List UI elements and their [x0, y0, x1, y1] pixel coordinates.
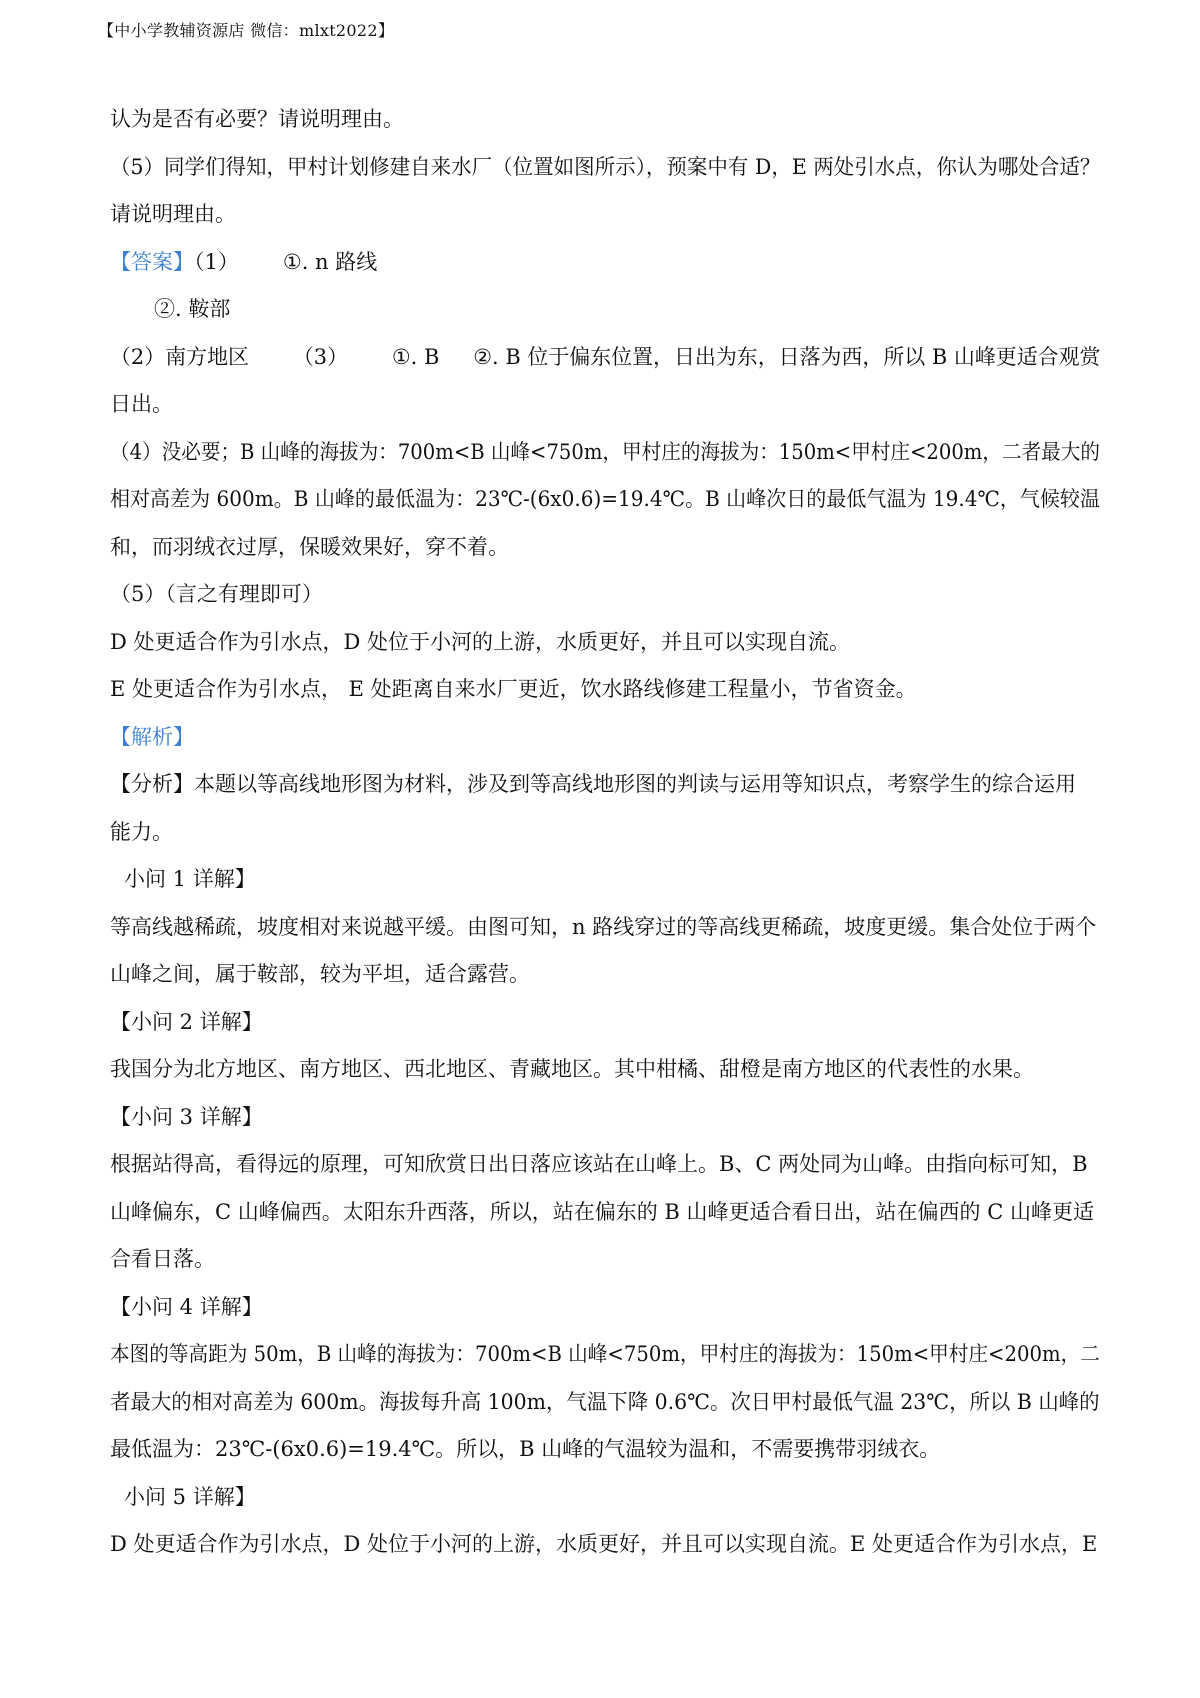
- answer-q3-b: ②. B 位于偏东位置，日出为东，日落为西，所以 B 山峰更适合观赏: [473, 344, 1101, 369]
- section-3-text: 根据站得高，看得远的原理，可知欣赏日出日落应该站在山峰上。B、C 两处同为山峰。由指向标可知，B: [110, 1152, 1088, 1176]
- answer-q4-line: （4）没必要；B 山峰的海拔为：700m<B 山峰<750m，甲村庄的海拔为：150m<甲村庄<200m，二者最大的: [110, 439, 1100, 464]
- section-3-text: 山峰偏东，C 山峰偏西。太阳东升西落，所以，站在偏东的 B 山峰更适合看日出，站在偏西的 C 山峰更适: [110, 1199, 1094, 1224]
- watermark-header: 【中小学教辅资源店 微信：mlxt2022】: [98, 21, 395, 40]
- section-4-text: 者最大的相对高差为 600m。海拔每升高 100m，气温下降 0.6℃。次日甲村最低气温 23℃，所以 B 山峰的: [110, 1389, 1100, 1414]
- section-4-text: 最低温为：23℃-(6x0.6)=19.4℃。所以，B 山峰的气温较为温和，不需要携带羽绒衣。: [110, 1437, 941, 1461]
- document-body: [110, 96, 1100, 1569]
- answer-q3-a: ①. B: [391, 344, 440, 369]
- answer-q1-number: （1）: [194, 249, 239, 274]
- section-1-title: 小问 1 详解】: [124, 867, 256, 891]
- section-1-text: 山峰之间，属于鞍部，较为平坦，适合露营。: [110, 962, 530, 986]
- answer-q3-number: （3）: [292, 344, 349, 369]
- answer-q5-head: （5）（言之有理即可）: [110, 582, 323, 606]
- section-5-text: D 处更适合作为引水点，D 处位于小河的上游，水质更好，并且可以实现自流。E 处更适合作为引水点，E: [110, 1532, 1098, 1556]
- section-2-title: 【小问 2 详解】: [110, 1009, 263, 1034]
- question-5-line: （5）同学们得知，甲村计划修建自来水厂（位置如图所示），预案中有 D，E 两处引水点，你认为哪处合适？: [110, 154, 1101, 179]
- answer-row-1: [110, 239, 1100, 287]
- answer-row-q2-q3: [110, 334, 1101, 382]
- section-3-title: 【小问 3 详解】: [110, 1104, 263, 1129]
- section-1-text: 等高线越稀疏，坡度相对来说越平缓。由图可知，n 路线穿过的等高线更稀疏，坡度更缓。集合处位于两个: [110, 914, 1097, 939]
- section-3-text: 合看日落。: [110, 1247, 215, 1271]
- answer-q4-line: 相对高差为 600m。B 山峰的最低温为：23℃-(6x0.6)=19.4℃。B 山峰次日的最低气温为 19.4℃，气候较温: [110, 487, 1100, 511]
- answer-q4-line: 和，而羽绒衣过厚，保暖效果好，穿不着。: [110, 534, 509, 559]
- answer-q3-b-continued: 日出。: [110, 392, 173, 416]
- section-2-text: 我国分为北方地区、南方地区、西北地区、青藏地区。其中柑橘、甜橙是南方地区的代表性的水果。: [110, 1057, 1034, 1081]
- analysis-label: 【解析】: [110, 724, 194, 749]
- question-5-line: 请说明理由。: [110, 202, 236, 226]
- answer-q5-option-e: E 处更适合作为引水点， E 处距离自来水厂更近，饮水路线修建工程量小，节省资金。: [110, 677, 917, 701]
- answer-q5-option-d: D 处更适合作为引水点，D 处位于小河的上游，水质更好，并且可以实现自流。: [110, 629, 851, 654]
- section-4-title: 【小问 4 详解】: [110, 1294, 263, 1319]
- answer-label: 【答案】: [110, 249, 194, 274]
- answer-q1-b: ②. 鞍部: [154, 297, 231, 321]
- section-4-text: 本图的等高距为 50m，B 山峰的海拔为：700m<B 山峰<750m，甲村庄的海拔为：150m<甲村庄<200m，二: [110, 1342, 1100, 1366]
- question-4-tail: 认为是否有必要？请说明理由。: [110, 107, 404, 131]
- analysis-intro: 能力。: [110, 819, 173, 844]
- section-5-title: 小问 5 详解】: [124, 1484, 256, 1509]
- answer-q1-a: ①. n 路线: [282, 249, 378, 274]
- analysis-intro: 【分析】本题以等高线地形图为材料，涉及到等高线地形图的判读与运用等知识点，考察学生的综合运用: [110, 772, 1076, 796]
- answer-q2: （2）南方地区: [110, 344, 249, 369]
